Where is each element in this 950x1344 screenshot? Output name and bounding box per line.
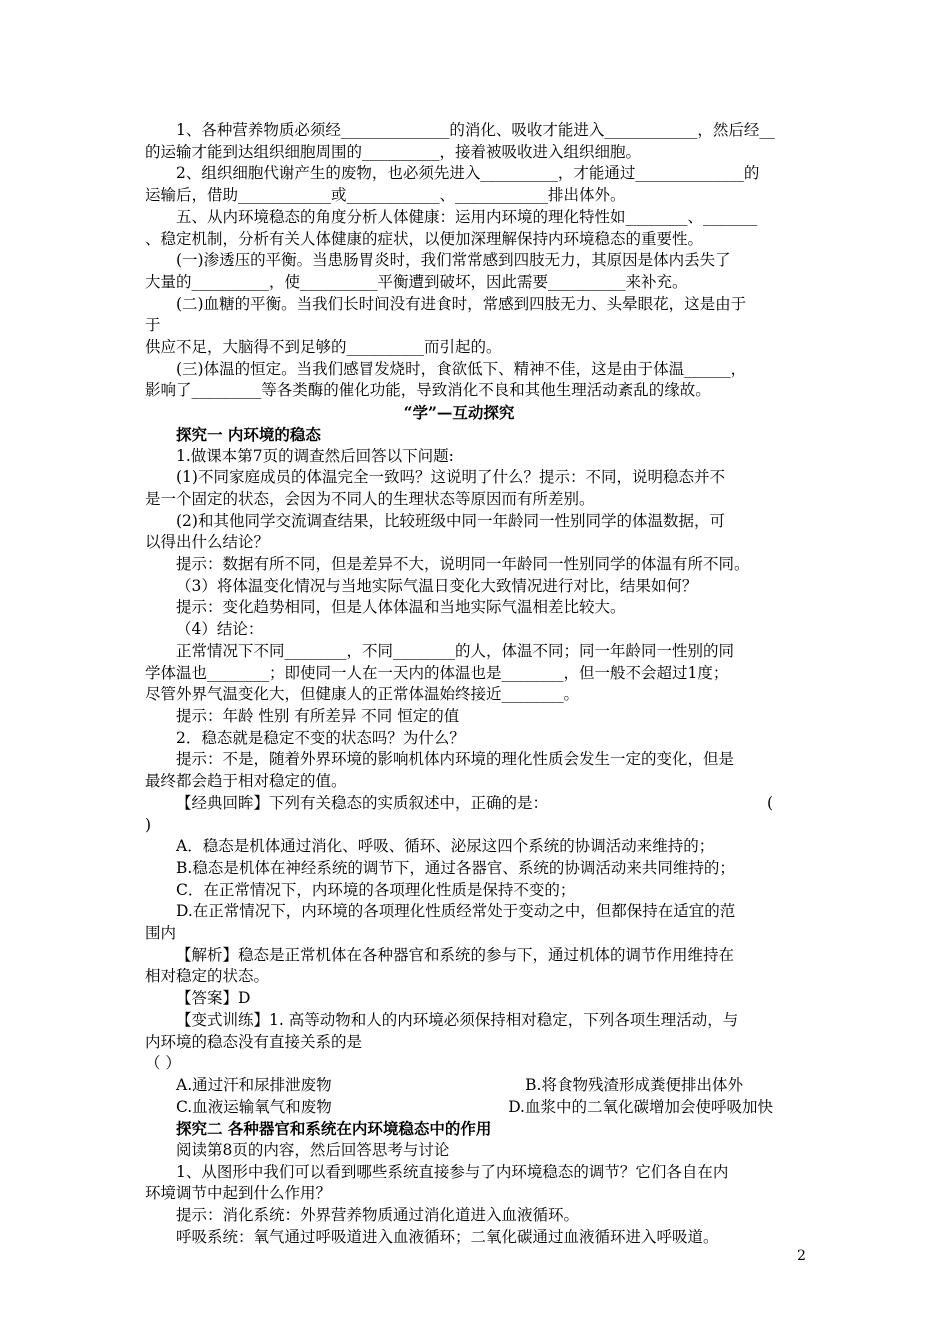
option-d: D.血浆中的二氧化碳增加会使呼吸加快: [508, 1097, 773, 1116]
subsection-heading: 探究一 内环境的稳态: [176, 424, 321, 444]
text-line: 阅读第8页的内容，然后回答思考与讨论: [176, 1141, 450, 1160]
text-line: 1、从图形中我们可以看到哪些系统直接参与了内环境稳态的调节？它们各自在内: [176, 1162, 729, 1181]
option-b: B.将食物残渣形成粪便排出体外: [525, 1075, 743, 1094]
option-row: [145, 1075, 773, 1097]
text-line: (2)和其他同学交流调查结果，比较班级中同一年龄同一性别同学的体温数据，可: [176, 511, 725, 530]
text-line: 正常情况下不同________，不同________的人，体温不同；同一年龄同一性别的同: [176, 641, 735, 660]
text-line: 提示：数据有所不同，但是差异不大，说明同一年龄同一性别同学的体温有所不同。: [176, 555, 750, 574]
document-body: [145, 120, 773, 1249]
option-a: A.通过汗和尿排泄废物: [176, 1075, 332, 1094]
text-line: 尽管外界气温变化大，但健康人的正常体温始终接近________。: [145, 685, 580, 704]
page-number: 2: [797, 1248, 806, 1264]
text-line: 于: [145, 316, 161, 335]
option-row: [145, 1097, 773, 1119]
text-line: 【变式训练】1. 高等动物和人的内环境必须保持相对稳定，下列各项生理活动，与: [176, 1010, 739, 1029]
text-line: 是一个固定的状态，会因为不同人的生理状态等原因而有所差别。: [145, 489, 595, 508]
text-line: 呼吸系统：氧气通过呼吸道进入血液循环；二氧化碳通过血液循环进入呼吸道。: [176, 1227, 719, 1246]
text-line: 大量的__________，使__________平衡遭到破坏，因此需要__________来补充。: [145, 272, 688, 291]
text-line: (二)血糖的平衡。当我们长时间没有进食时，常感到四肢无力、头晕眼花，这是由于: [176, 294, 747, 313]
text-line: 环境调节中起到什么作用？: [145, 1184, 332, 1203]
text-line: 提示：变化趋势相同，但是人体体温和当地实际气温相差比较大。: [176, 598, 626, 617]
subsection-heading: 探究二 各种器官和系统在内环境稳态中的作用: [176, 1119, 492, 1139]
text-line: 影响了_________等各类酶的催化功能，导致消化不良和其他生理活动紊乱的缘故。: [145, 381, 711, 400]
question-line: [145, 793, 773, 815]
text-line: 、稳定机制，分析有关人体健康的症状，以便加深理解保持内环境稳态的重要性。: [145, 229, 704, 248]
section-heading: “学”—互动探究: [403, 403, 515, 423]
text-line: 五、从内环境稳态的角度分析人体健康：运用内环境的理化特性如________、_______: [176, 207, 758, 226]
text-line: 内环境的稳态没有直接关系的是: [145, 1032, 363, 1051]
text-line: （3）将体温变化情况与当地实际气温日变化大致情况进行对比，结果如何？: [176, 576, 698, 595]
text-line: 学体温也________；即使同一人在一天内的体温也是________，但一般不会超过1度；: [145, 663, 729, 682]
text-line: 以得出什么结论？: [145, 533, 270, 552]
text-line: 1、各种营养物质必须经______________的消化、吸收才能进入____________，然后经__: [176, 121, 775, 139]
text-line: 围内: [145, 924, 177, 943]
option-line: C．在正常情况下，内环境的各项理化性质是保持不变的；: [176, 880, 576, 899]
text-line: 提示：年龄 性别 有所差异 不同 恒定的值: [176, 706, 460, 725]
text-line: 的运输才能到达组织细胞周围的__________，接着被吸收进入组织细胞。: [145, 142, 642, 161]
text-line: 【答案】D: [176, 989, 251, 1008]
question-text: 【经典回眸】下列有关稳态的实质叙述中，正确的是：: [176, 793, 549, 812]
text-line: (1)不同家庭成员的体温完全一致吗？这说明了什么？提示：不同，说明稳态并不: [176, 468, 725, 487]
option-c: C.血液运输氧气和废物: [176, 1097, 332, 1116]
option-line: D.在正常情况下，内环境的各项理化性质经常处于变动之中，但都保持在适宜的范: [176, 902, 736, 921]
text-line: (三)体温的恒定。当我们感冒发烧时，食欲低下、精神不佳，这是由于体温______，: [176, 359, 747, 378]
text-line: 提示：不是，随着外界环境的影响机体内环境的理化性质会发生一定的变化，但是: [176, 750, 735, 769]
text-line: 供应不足，大脑得不到足够的__________而引起的。: [145, 338, 502, 357]
text-line: 1.做课本第7页的调查然后回答以下问题:: [176, 446, 454, 465]
text-line: 提示：消化系统：外界营养物质通过消化道进入血液循环。: [176, 1206, 580, 1225]
text-line: 【解析】稳态是正常机体在各种器官和系统的参与下，通过机体的调节作用维持在: [176, 945, 735, 964]
answer-bracket-open: (: [766, 793, 773, 812]
text-line: 2、组织细胞代谢产生的废物，也必须先进入__________，才能通过______________的: [176, 164, 760, 183]
answer-bracket: （ ）: [145, 1054, 181, 1073]
text-line: 相对稳定的状态。: [145, 967, 270, 986]
text-line: 运输后，借助____________或____________、____________排出体外。: [145, 186, 626, 205]
text-line: 最终都会趋于相对稳定的值。: [145, 772, 347, 791]
text-line: （4）结论：: [176, 620, 264, 639]
text-line: (一)渗透压的平衡。当患肠胃炎时，我们常常感到四肢无力，其原因是体内丢失了: [176, 251, 731, 270]
option-line: B.稳态是机体在神经系统的调节下，通过各器官、系统的协调活动来共同维持的；: [176, 858, 735, 877]
text-line: 2．稳态就是稳定不变的状态吗？为什么？: [176, 728, 465, 747]
option-line: A．稳态是机体通过消化、呼吸、循环、泌尿这四个系统的协调活动来维持的；: [176, 837, 715, 856]
answer-bracket-close: ): [145, 815, 152, 834]
